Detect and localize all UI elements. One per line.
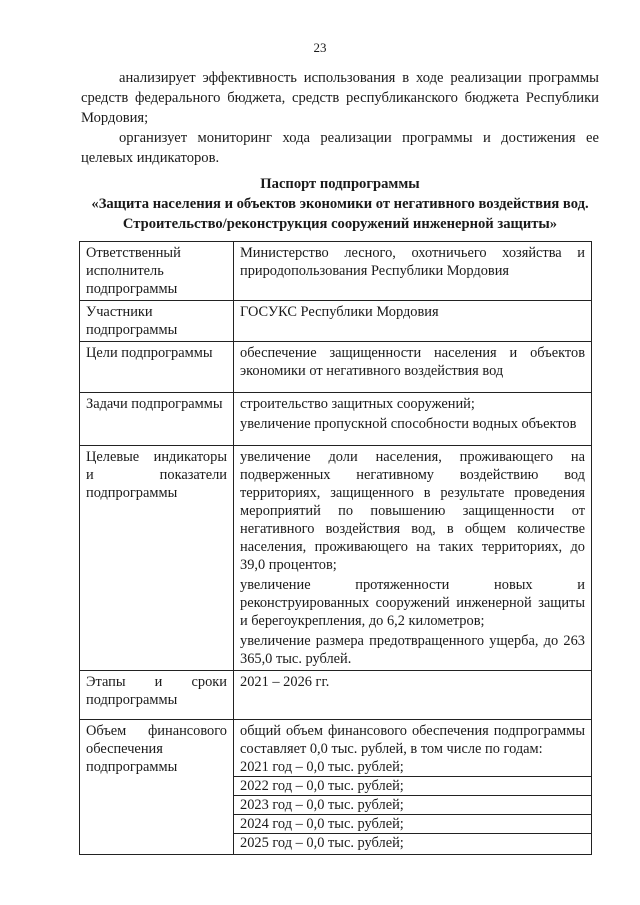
intro-paragraph: организует мониторинг хода реализации программы и достижения ее целевых индикаторов. bbox=[81, 130, 599, 166]
financing-year-item: 2021 год – 0,0 тыс. рублей; bbox=[234, 758, 591, 777]
row-label: Задачи подпрограммы bbox=[80, 393, 234, 446]
table-row-stages bbox=[80, 671, 592, 720]
financing-intro: общий объем финансового обеспечения подпрограммы составляет 0,0 тыс. рублей, в том числе по годам: bbox=[240, 723, 585, 757]
intro-paragraph: анализирует эффективность использования в ходе реализации программы средств федерального бюджета, средств республиканского бюджета Республики Мордовия; bbox=[81, 70, 599, 126]
financing-year-item: 2023 год – 0,0 тыс. рублей; bbox=[234, 796, 591, 815]
financing-year-item: 2022 год – 0,0 тыс. рублей; bbox=[234, 777, 591, 796]
financing-year-item: 2024 год – 0,0 тыс. рублей; bbox=[234, 815, 591, 834]
row-label: Целевые индикаторы и показатели подпрограммы bbox=[80, 446, 234, 671]
table-row-indicators bbox=[80, 446, 592, 671]
table-row-tasks bbox=[80, 393, 592, 446]
passport-title-line: Паспорт подпрограммы bbox=[260, 176, 420, 192]
indicator-item: увеличение доли населения, проживающего на подверженных негативному воздействию вод территориях, защищенного в результате проведения мероприятий по повышению защищенности от негативного воздействия вод, в общем количестве населения, проживающего на таких территориях, до 39,0 процентов; bbox=[240, 449, 585, 573]
row-label: Ответственный исполнитель подпрограммы bbox=[80, 242, 234, 301]
table-row-financing bbox=[80, 720, 592, 855]
page-number: 23 bbox=[313, 40, 327, 55]
row-value-list bbox=[234, 720, 592, 855]
indicator-item: увеличение размера предотвращенного ущерба, до 263 365,0 тыс. рублей. bbox=[240, 633, 585, 667]
table-row-responsible bbox=[80, 242, 592, 301]
intro-text bbox=[81, 68, 599, 168]
row-label: Участники подпрограммы bbox=[80, 301, 234, 342]
row-value: Министерство лесного, охотничьего хозяйства и природопользования Республики Мордовия bbox=[234, 242, 592, 301]
row-value: 2021 – 2026 гг. bbox=[234, 671, 592, 720]
table-row-participants bbox=[80, 301, 592, 342]
row-label: Этапы и сроки подпрограммы bbox=[80, 671, 234, 720]
task-item: увеличение пропускной способности водных объектов bbox=[240, 416, 577, 432]
row-value: ГОСУКС Республики Мордовия bbox=[234, 301, 592, 342]
indicator-item: увеличение протяженности новых и реконструированных сооружений инженерной защиты и берегоукрепления, до 6,2 километров; bbox=[240, 577, 585, 629]
financing-year-item: 2025 год – 0,0 тыс. рублей; bbox=[240, 835, 404, 851]
passport-title bbox=[70, 174, 610, 234]
passport-title-line: «Защита населения и объектов экономики от негативного воздействия вод. bbox=[91, 196, 589, 212]
task-item: строительство защитных сооружений; bbox=[240, 396, 475, 412]
passport-table bbox=[79, 241, 592, 855]
row-value: обеспечение защищенности населения и объектов экономики от негативного воздействия вод bbox=[234, 342, 592, 393]
row-label: Цели подпрограммы bbox=[80, 342, 234, 393]
row-value-list bbox=[234, 393, 592, 446]
row-value-list bbox=[234, 446, 592, 671]
row-label: Объем финансового обеспечения подпрограммы bbox=[80, 720, 234, 855]
table-row-goals bbox=[80, 342, 592, 393]
passport-title-line: Строительство/реконструкция сооружений инженерной защиты» bbox=[122, 216, 558, 232]
